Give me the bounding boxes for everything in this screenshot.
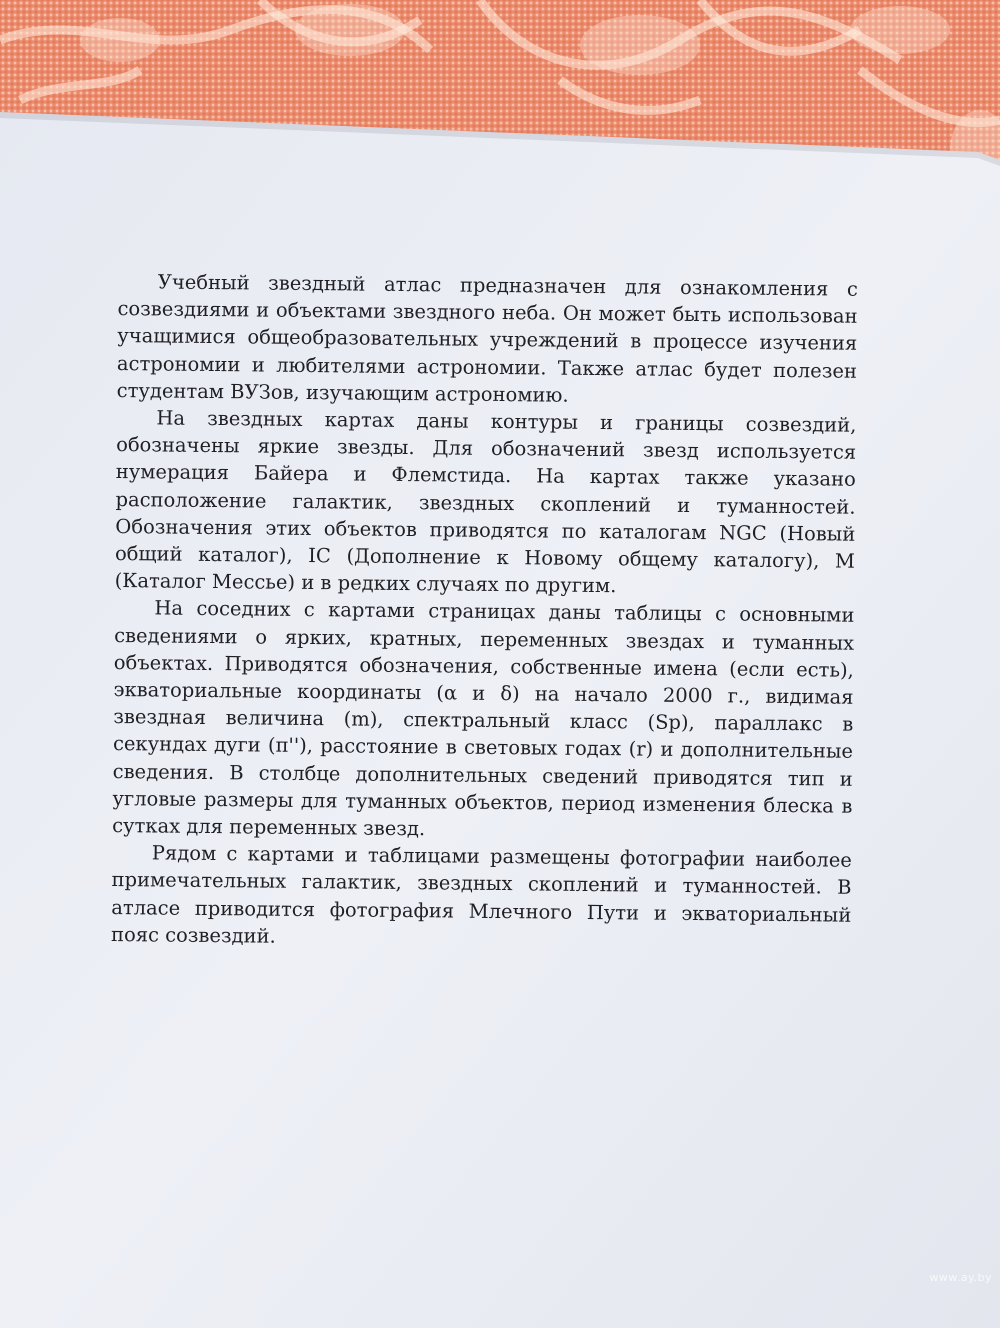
- body-text: [111, 268, 858, 956]
- paragraph-2: На звездных картах даны контуры и границы созвездий, обозначены яркие звезды. Для обозначений звезд используется нумерация Байера и Флемстида. На картах также указано расположение галактик, звездных скоплений и туманностей. Обозначения этих объектов приводятся по каталогам NGC (Новый общий каталог), IC (Дополнение к Новому общему каталогу), М (Каталог Мессье) и в редких случаях по другим.: [114, 406, 857, 598]
- watermark: www.ay.by: [929, 1271, 992, 1284]
- paragraph-4: Рядом с картами и таблицами размещены фотографии наиболее примечательных галактик, звездных скоплений и туманностей. В атласе приводится фотография Млечного Пути и экваториальный пояс созвездий.: [110, 841, 852, 948]
- paragraph-3: На соседних с картами страницах даны таблицы с основными сведениями о ярких, кратных, переменных звездах и туманных объектах. Приводятся обозначения, собственные имена (если есть), экваториальные координаты (α и δ) на начало 2000 г., видимая звездная величина (m), спектральный класс (Sp), параллакс в секундах дуги (π''), расстояние в световых годах (r) и дополнительные сведения. В столбце дополнительных сведений приводятся тип и угловые размеры для туманных объектов, период изменения блеска в сутках для переменных звезд.: [112, 596, 855, 841]
- paragraph-1: Учебный звездный атлас предназначен для ознакомления с созвездиями и объектами звездного неба. Он может быть использован учащимися общеобразовательных учреждений в процессе изучения астрономии и любителями астрономии. Также атлас будет полезен студентам ВУЗов, изучающим астрономию.: [116, 270, 858, 407]
